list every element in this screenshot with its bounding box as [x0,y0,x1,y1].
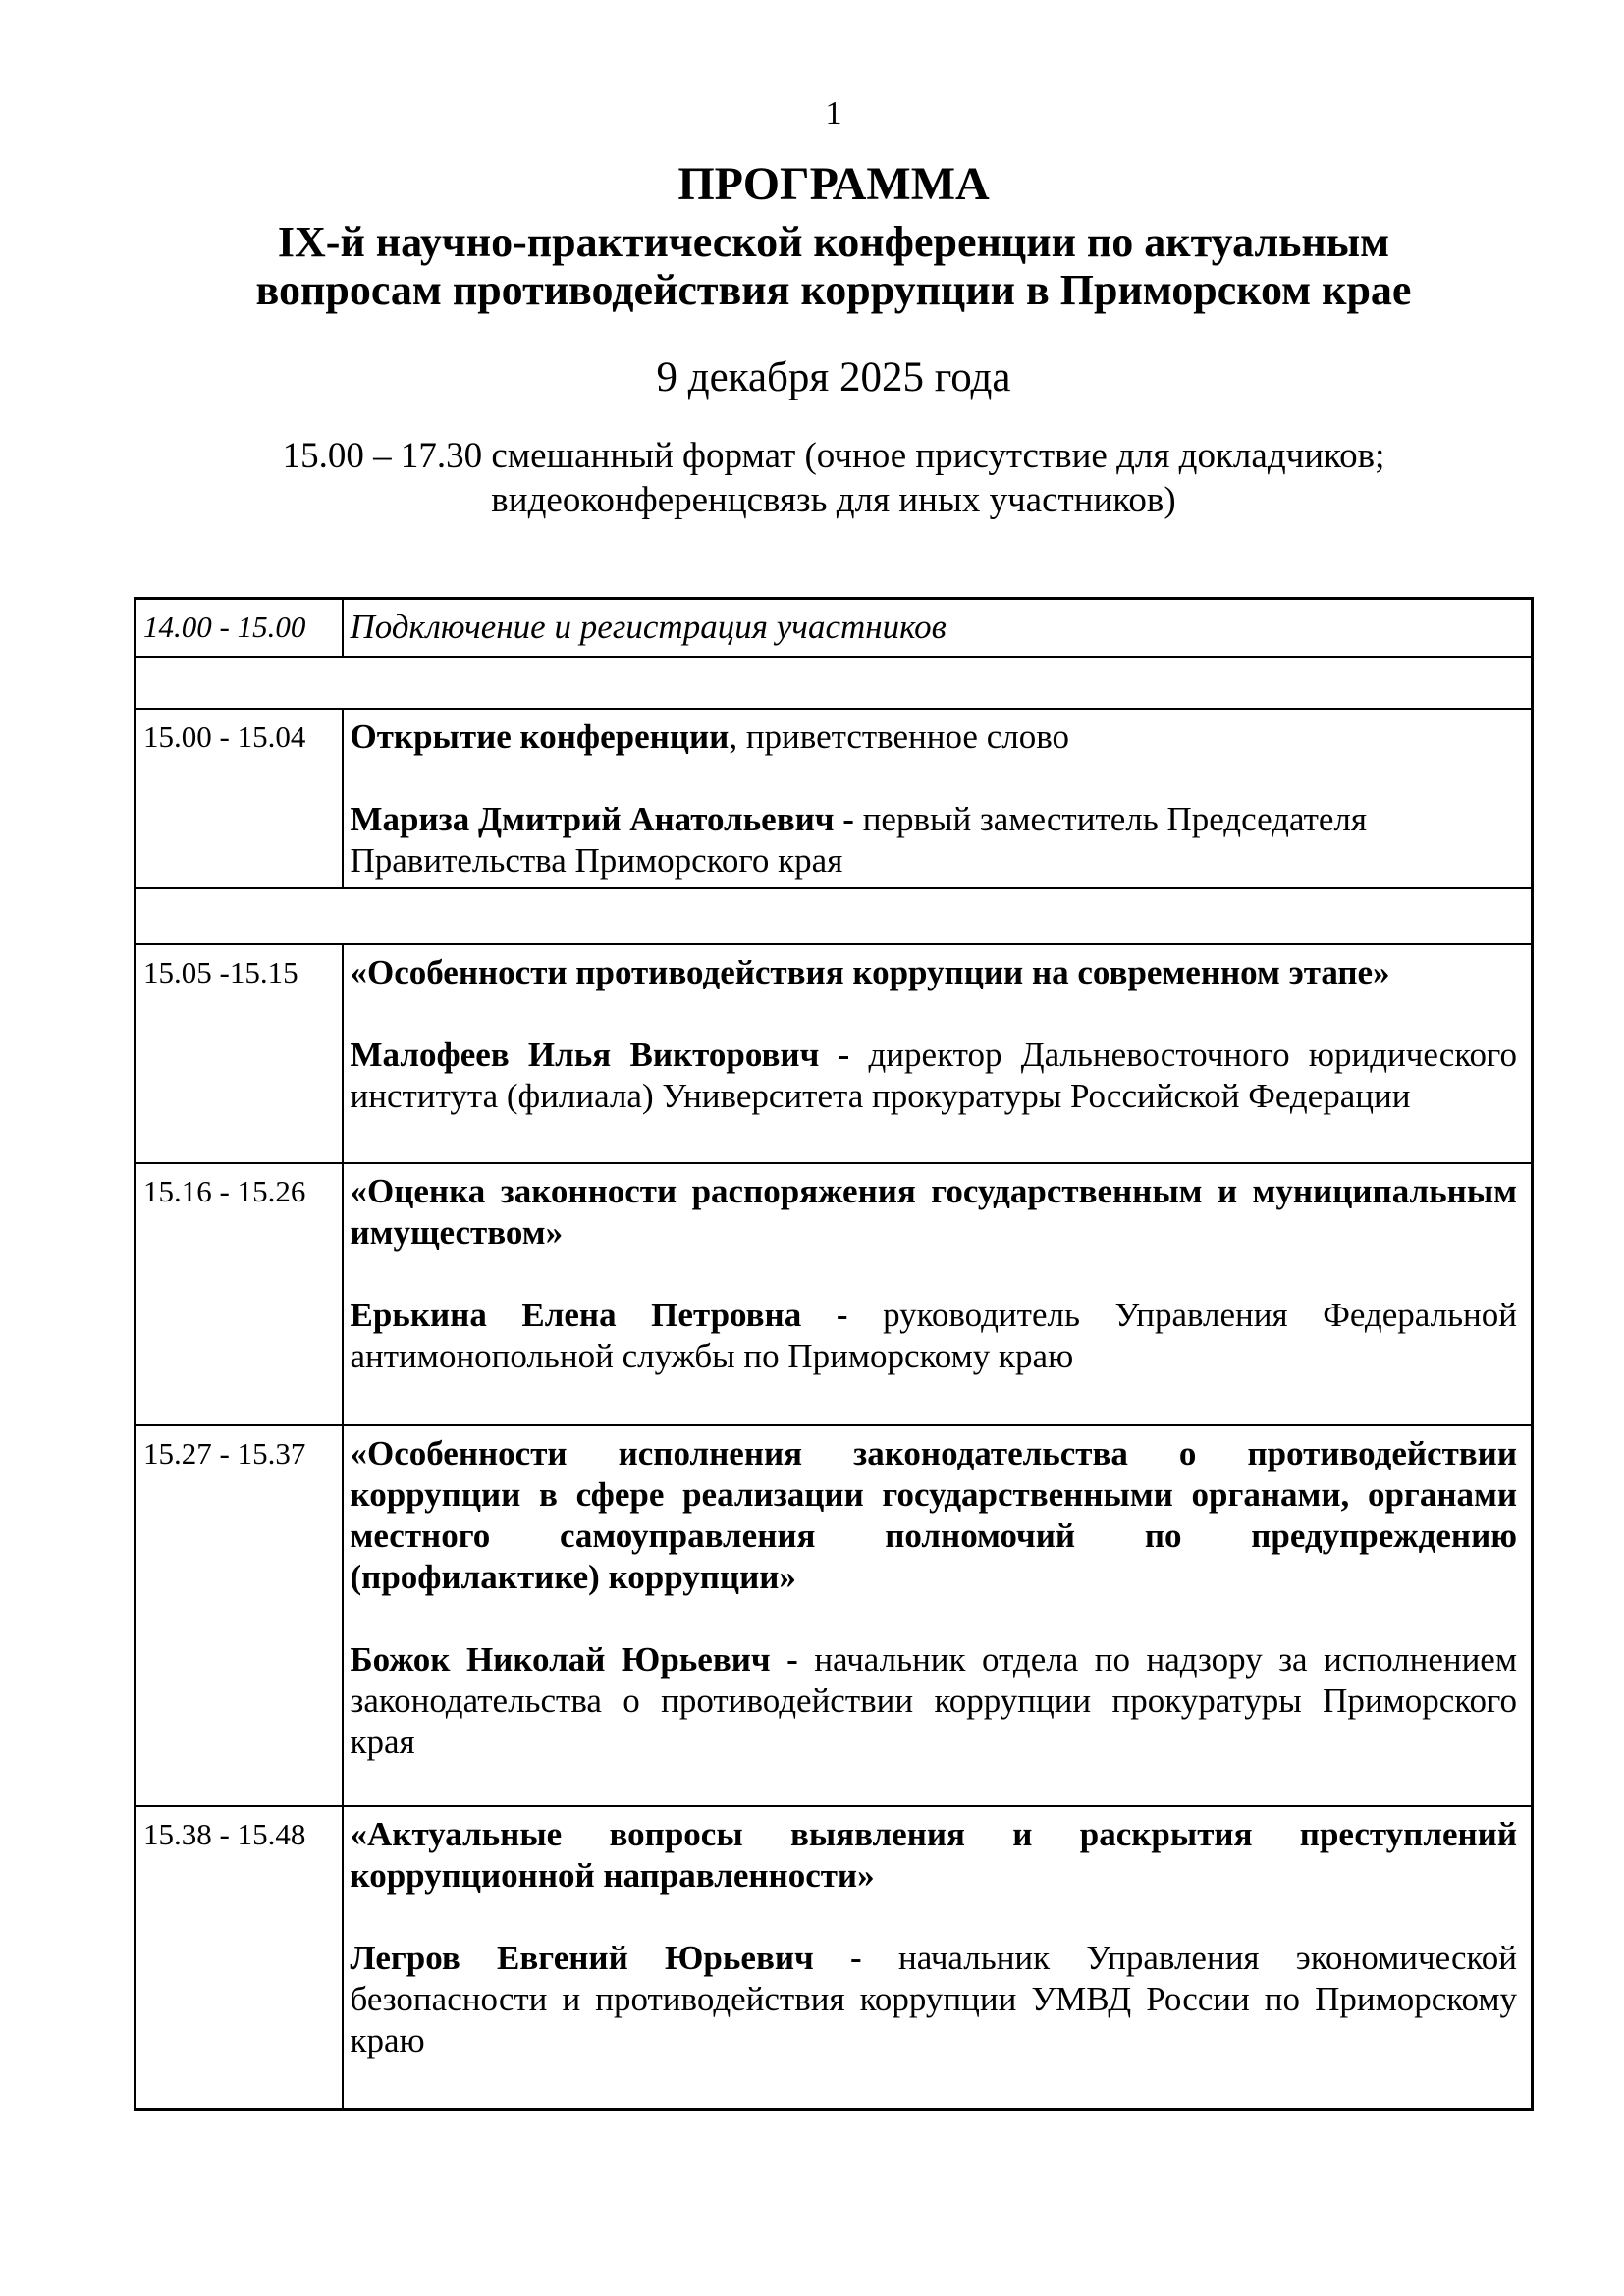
doc-date: 9 декабря 2025 года [656,354,1011,400]
session-time: 14.00 - 15.00 [135,599,343,657]
session-title-paragraph [351,1433,1518,1598]
session-title-paragraph [351,1814,1518,1896]
speaker-paragraph [351,1639,1518,1763]
doc-format-line: 15.00 – 17.30 смешанный формат (очное присутствие для докладчиков; [282,436,1385,476]
spacer-cell [135,888,1533,944]
session-row [135,709,1533,888]
text-line: Правительства Приморского края [350,840,843,880]
spacer-row [135,888,1533,944]
speaker-paragraph [351,799,1518,881]
session-title-paragraph [351,607,1518,648]
spacer-row [135,657,1533,709]
document-header [134,0,1534,522]
text-line: Открытие конференции, приветственное слово [350,717,1069,756]
text-line: коррупции в сфере реализации государственными органами, органами [350,1474,1517,1514]
text-line: Ерькина Елена Петровна - руководитель Управления Федеральной [350,1295,1517,1334]
session-title-paragraph [351,717,1518,758]
text-line: краю [350,2020,425,2059]
text-line: коррупционной направленности» [350,1855,875,1895]
speaker-paragraph [351,1035,1518,1117]
session-content [343,944,1533,1163]
text-line: Божок Николай Юрьевич - начальник отдела по надзору за исполнением [350,1639,1517,1679]
session-title-paragraph [351,1171,1518,1254]
text-line: местного самоуправления полномочий по предупреждению [350,1516,1517,1555]
session-time: 15.27 - 15.37 [135,1425,343,1806]
session-content [343,599,1533,657]
doc-subtitle [134,218,1534,314]
text-line: безопасности и противодействия коррупции УМВД России по Приморскому [350,1979,1517,2018]
spacer-cell [135,657,1533,709]
doc-subtitle-line: вопросам противодействия коррупции в Приморском крае [255,266,1412,314]
text-line: Мариза Дмитрий Анатольевич - первый заместитель Председателя [350,799,1367,838]
text-line: имуществом» [350,1212,564,1252]
doc-format-note [134,434,1534,522]
speaker-paragraph [351,1938,1518,2061]
text-line: Подключение и регистрация участников [350,608,947,646]
session-content [343,1425,1533,1806]
session-content [343,709,1533,888]
session-content [343,1806,1533,2109]
speaker-paragraph [351,1295,1518,1377]
session-time: 15.38 - 15.48 [135,1806,343,2109]
text-line: института (филиала) Университета прокуратуры Российской Федерации [350,1076,1411,1115]
session-time: 15.16 - 15.26 [135,1163,343,1425]
session-content [343,1163,1533,1425]
text-line: антимонопольной службы по Приморскому краю [350,1336,1074,1375]
doc-title: ПРОГРАММА [677,158,990,210]
text-line: (профилактике) коррупции» [350,1557,796,1596]
session-row [135,1806,1533,2109]
schedule-table [134,597,1534,2111]
text-line: «Особенности противодействия коррупции на современном этапе» [350,952,1390,991]
text-line: «Особенности исполнения законодательства о противодействии [350,1433,1517,1472]
text-line: «Актуальные вопросы выявления и раскрытия преступлений [350,1814,1517,1853]
page-number: 1 [825,95,842,132]
text-line: Легров Евгений Юрьевич - начальник Управления экономической [350,1938,1517,1977]
session-row [135,1425,1533,1806]
session-time: 15.00 - 15.04 [135,709,343,888]
session-time: 15.05 -15.15 [135,944,343,1163]
session-row [135,944,1533,1163]
session-row [135,1163,1533,1425]
text-line: «Оценка законности распоряжения государственным и муниципальным [350,1171,1517,1210]
text-line: края [350,1722,415,1761]
doc-format-line: видеоконференцсвязь для иных участников) [491,480,1176,520]
doc-subtitle-line: IX-й научно-практической конференции по актуальным [277,218,1390,266]
text-line: Малофеев Илья Викторович - директор Дальневосточного юридического [350,1035,1517,1074]
session-row [135,599,1533,657]
session-title-paragraph [351,952,1518,993]
text-line: законодательства о противодействии коррупции прокуратуры Приморского [350,1681,1517,1720]
